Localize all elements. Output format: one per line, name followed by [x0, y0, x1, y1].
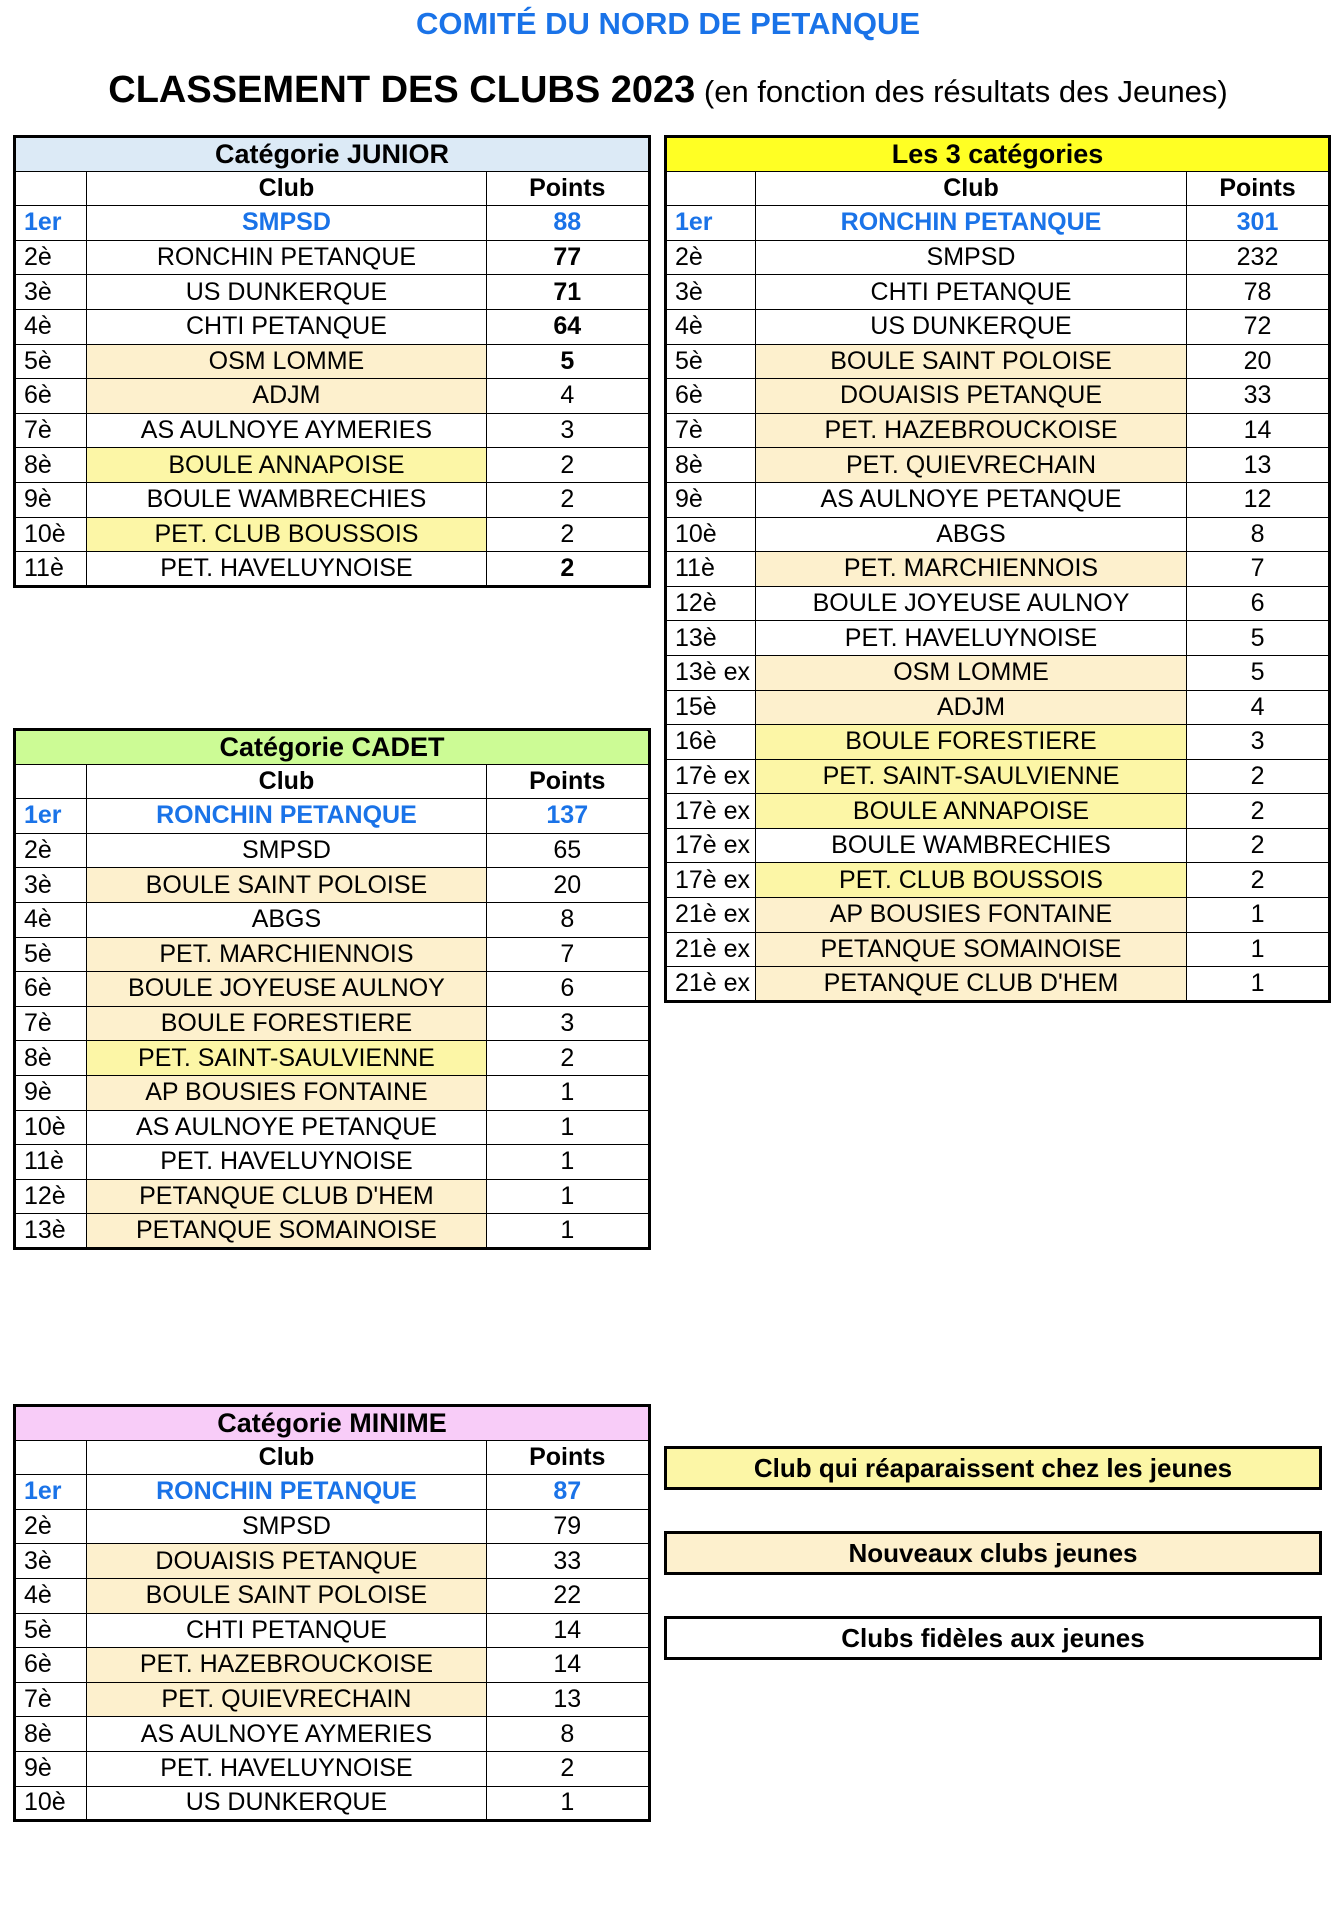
points-cell: 3 — [486, 413, 649, 448]
points-cell: 64 — [486, 309, 649, 344]
points-cell: 7 — [1187, 552, 1330, 587]
club-cell: RONCHIN PETANQUE — [87, 240, 486, 275]
table-row — [15, 1613, 650, 1648]
club-cell: PET. QUIEVRECHAIN — [87, 1682, 486, 1717]
points-cell: 1 — [1187, 932, 1330, 967]
table-row — [15, 1475, 650, 1510]
points-cell: 5 — [486, 344, 649, 379]
club-cell: CHTI PETANQUE — [756, 275, 1187, 310]
points-cell: 8 — [486, 902, 649, 937]
points-cell: 137 — [486, 799, 649, 834]
table-row — [15, 902, 650, 937]
club-cell: PETANQUE CLUB D'HEM — [87, 1179, 486, 1214]
points-header: Points — [1187, 171, 1330, 206]
points-cell: 1 — [1187, 898, 1330, 933]
table-row — [666, 828, 1330, 863]
club-cell: PETANQUE SOMAINOISE — [87, 1214, 486, 1249]
points-cell: 20 — [1187, 344, 1330, 379]
club-cell: RONCHIN PETANQUE — [756, 206, 1187, 241]
points-cell: 1 — [486, 1179, 649, 1214]
club-cell: BOULE SAINT POLOISE — [87, 1578, 486, 1613]
table-row — [15, 1041, 650, 1076]
rank-cell: 13è ex — [666, 655, 756, 690]
points-cell: 12 — [1187, 482, 1330, 517]
rank-cell: 8è — [15, 1717, 87, 1752]
table-row — [15, 1682, 650, 1717]
rank-cell: 1er — [15, 1475, 87, 1510]
rank-cell: 5è — [15, 1613, 87, 1648]
points-cell: 2 — [486, 552, 649, 587]
points-cell: 8 — [486, 1717, 649, 1752]
table-row — [666, 967, 1330, 1002]
legend-returning-clubs: Club qui réaparaissent chez les jeunes — [664, 1446, 1322, 1490]
club-cell: PET. SAINT-SAULVIENNE — [87, 1041, 486, 1076]
club-cell: BOULE FORESTIERE — [756, 725, 1187, 760]
points-cell: 4 — [486, 379, 649, 414]
club-cell: PET. HAVELUYNOISE — [87, 1145, 486, 1180]
points-cell: 232 — [1187, 240, 1330, 275]
table-row — [15, 275, 650, 310]
table-row — [15, 413, 650, 448]
table-row — [666, 690, 1330, 725]
table-row — [15, 448, 650, 483]
club-cell: ABGS — [87, 902, 486, 937]
rank-cell: 3è — [15, 275, 87, 310]
junior-ranking-table — [13, 135, 651, 588]
club-cell: ADJM — [87, 379, 486, 414]
points-cell: 13 — [486, 1682, 649, 1717]
points-cell: 1 — [486, 1214, 649, 1249]
club-header: Club — [87, 1440, 486, 1475]
table-row — [15, 309, 650, 344]
club-cell: PET. CLUB BOUSSOIS — [756, 863, 1187, 898]
title-main: CLASSEMENT DES CLUBS 2023 — [108, 69, 696, 111]
club-cell: RONCHIN PETANQUE — [87, 799, 486, 834]
points-cell: 2 — [1187, 828, 1330, 863]
club-cell: ADJM — [756, 690, 1187, 725]
legend-new-clubs: Nouveaux clubs jeunes — [664, 1531, 1322, 1575]
rank-cell: 11è — [666, 552, 756, 587]
points-cell: 5 — [1187, 655, 1330, 690]
rank-header — [666, 171, 756, 206]
club-header: Club — [87, 171, 486, 206]
club-cell: AS AULNOYE AYMERIES — [87, 413, 486, 448]
club-cell: PET. MARCHIENNOIS — [87, 937, 486, 972]
points-cell: 8 — [1187, 517, 1330, 552]
club-cell: CHTI PETANQUE — [87, 1613, 486, 1648]
club-cell: PET. SAINT-SAULVIENNE — [756, 759, 1187, 794]
table-row — [15, 1544, 650, 1579]
club-cell: US DUNKERQUE — [756, 309, 1187, 344]
points-cell: 2 — [486, 482, 649, 517]
rank-cell: 2è — [15, 240, 87, 275]
points-cell: 33 — [486, 1544, 649, 1579]
table-row — [666, 725, 1330, 760]
table-row — [666, 586, 1330, 621]
table-row — [666, 794, 1330, 829]
club-cell: SMPSD — [87, 206, 486, 241]
table-row — [666, 240, 1330, 275]
title-subtitle: (en fonction des résultats des Jeunes) — [703, 74, 1228, 109]
rank-cell: 10è — [666, 517, 756, 552]
rank-cell: 21è ex — [666, 967, 756, 1002]
table-row — [666, 759, 1330, 794]
cadet-ranking-table — [13, 728, 651, 1250]
club-cell: AS AULNOYE AYMERIES — [87, 1717, 486, 1752]
table-row — [15, 868, 650, 903]
table-row — [15, 1648, 650, 1683]
rank-cell: 9è — [666, 482, 756, 517]
club-cell: DOUAISIS PETANQUE — [87, 1544, 486, 1579]
table-row — [666, 206, 1330, 241]
table-row — [15, 1509, 650, 1544]
rank-cell: 4è — [15, 902, 87, 937]
rank-cell: 1er — [15, 206, 87, 241]
overall-ranking-table — [664, 135, 1331, 1003]
club-cell: PETANQUE CLUB D'HEM — [756, 967, 1187, 1002]
points-header: Points — [486, 171, 649, 206]
rank-cell: 9è — [15, 1075, 87, 1110]
points-cell: 4 — [1187, 690, 1330, 725]
points-cell: 1 — [486, 1786, 649, 1821]
rank-cell: 8è — [666, 448, 756, 483]
rank-cell: 1er — [666, 206, 756, 241]
points-cell: 2 — [486, 517, 649, 552]
club-cell: BOULE FORESTIERE — [87, 1006, 486, 1041]
rank-cell: 17è ex — [666, 828, 756, 863]
table-row — [15, 517, 650, 552]
club-cell: BOULE JOYEUSE AULNOY — [87, 972, 486, 1007]
page-title — [0, 64, 1336, 118]
table-row — [15, 1179, 650, 1214]
club-cell: PET. HAZEBROUCKOISE — [756, 413, 1187, 448]
rank-cell: 5è — [15, 344, 87, 379]
table-row — [15, 1578, 650, 1613]
table-row — [666, 482, 1330, 517]
club-cell: OSM LOMME — [87, 344, 486, 379]
rank-cell: 6è — [15, 379, 87, 414]
rank-header — [15, 764, 87, 799]
rank-cell: 21è ex — [666, 932, 756, 967]
table-row — [15, 1717, 650, 1752]
club-cell: AS AULNOYE PETANQUE — [87, 1110, 486, 1145]
table-row — [666, 344, 1330, 379]
table-title: Catégorie MINIME — [15, 1406, 650, 1441]
table-row — [15, 833, 650, 868]
rank-cell: 7è — [666, 413, 756, 448]
table-row — [15, 1751, 650, 1786]
points-cell: 2 — [1187, 794, 1330, 829]
rank-cell: 6è — [15, 972, 87, 1007]
rank-cell: 5è — [666, 344, 756, 379]
table-row — [666, 898, 1330, 933]
points-cell: 72 — [1187, 309, 1330, 344]
table-title: Catégorie CADET — [15, 730, 650, 765]
rank-cell: 17è ex — [666, 863, 756, 898]
points-cell: 3 — [486, 1006, 649, 1041]
table-row — [666, 655, 1330, 690]
points-header: Points — [486, 1440, 649, 1475]
table-row — [15, 799, 650, 834]
table-row — [666, 309, 1330, 344]
rank-cell: 7è — [15, 1006, 87, 1041]
table-row — [15, 972, 650, 1007]
rank-cell: 4è — [666, 309, 756, 344]
points-cell: 20 — [486, 868, 649, 903]
table-row — [15, 482, 650, 517]
club-cell: BOULE SAINT POLOISE — [87, 868, 486, 903]
table-title: Les 3 catégories — [666, 137, 1330, 172]
club-cell: DOUAISIS PETANQUE — [756, 379, 1187, 414]
table-row — [666, 275, 1330, 310]
club-cell: PET. HAZEBROUCKOISE — [87, 1648, 486, 1683]
rank-cell: 10è — [15, 1110, 87, 1145]
club-cell: PETANQUE SOMAINOISE — [756, 932, 1187, 967]
points-cell: 88 — [486, 206, 649, 241]
committee-name: COMITÉ DU NORD DE PETANQUE — [415, 6, 921, 41]
club-cell: SMPSD — [87, 1509, 486, 1544]
rank-cell: 7è — [15, 1682, 87, 1717]
table-row — [666, 863, 1330, 898]
club-cell: BOULE ANNAPOISE — [87, 448, 486, 483]
table-row — [15, 1145, 650, 1180]
points-cell: 78 — [1187, 275, 1330, 310]
table-row — [15, 1075, 650, 1110]
points-cell: 33 — [1187, 379, 1330, 414]
club-cell: SMPSD — [756, 240, 1187, 275]
rank-header — [15, 171, 87, 206]
club-cell: SMPSD — [87, 833, 486, 868]
club-cell: AS AULNOYE PETANQUE — [756, 482, 1187, 517]
points-cell: 22 — [486, 1578, 649, 1613]
points-cell: 87 — [486, 1475, 649, 1510]
points-cell: 1 — [486, 1145, 649, 1180]
club-cell: US DUNKERQUE — [87, 275, 486, 310]
rank-cell: 11è — [15, 1145, 87, 1180]
club-header: Club — [87, 764, 486, 799]
club-cell: OSM LOMME — [756, 655, 1187, 690]
table-row — [15, 344, 650, 379]
club-cell: BOULE WAMBRECHIES — [87, 482, 486, 517]
rank-cell: 6è — [666, 379, 756, 414]
rank-cell: 2è — [666, 240, 756, 275]
rank-cell: 7è — [15, 413, 87, 448]
club-header: Club — [756, 171, 1187, 206]
points-cell: 77 — [486, 240, 649, 275]
table-row — [666, 932, 1330, 967]
points-cell: 6 — [486, 972, 649, 1007]
club-cell: PET. HAVELUYNOISE — [87, 1751, 486, 1786]
club-cell: AP BOUSIES FONTAINE — [756, 898, 1187, 933]
rank-cell: 13è — [15, 1214, 87, 1249]
points-cell: 6 — [1187, 586, 1330, 621]
rank-cell: 10è — [15, 517, 87, 552]
table-row — [15, 1786, 650, 1821]
points-cell: 2 — [486, 1041, 649, 1076]
rank-cell: 6è — [15, 1648, 87, 1683]
rank-cell: 13è — [666, 621, 756, 656]
points-header: Points — [486, 764, 649, 799]
points-cell: 3 — [1187, 725, 1330, 760]
rank-cell: 2è — [15, 833, 87, 868]
club-cell: BOULE ANNAPOISE — [756, 794, 1187, 829]
table-row — [15, 1110, 650, 1145]
table-row — [666, 413, 1330, 448]
table-row — [15, 1006, 650, 1041]
rank-cell: 10è — [15, 1786, 87, 1821]
club-cell: RONCHIN PETANQUE — [87, 1475, 486, 1510]
rank-cell: 1er — [15, 799, 87, 834]
club-cell: CHTI PETANQUE — [87, 309, 486, 344]
table-row — [15, 206, 650, 241]
table-title: Catégorie JUNIOR — [15, 137, 650, 172]
rank-cell: 21è ex — [666, 898, 756, 933]
points-cell: 2 — [486, 448, 649, 483]
club-cell: PET. HAVELUYNOISE — [756, 621, 1187, 656]
points-cell: 14 — [486, 1613, 649, 1648]
rank-cell: 3è — [15, 868, 87, 903]
table-row — [15, 937, 650, 972]
club-cell: BOULE SAINT POLOISE — [756, 344, 1187, 379]
points-cell: 1 — [1187, 967, 1330, 1002]
table-row — [666, 379, 1330, 414]
rank-cell: 4è — [15, 1578, 87, 1613]
points-cell: 301 — [1187, 206, 1330, 241]
table-row — [15, 240, 650, 275]
table-row — [666, 517, 1330, 552]
rank-header — [15, 1440, 87, 1475]
table-row — [15, 1214, 650, 1249]
rank-cell: 8è — [15, 448, 87, 483]
points-cell: 13 — [1187, 448, 1330, 483]
rank-cell: 16è — [666, 725, 756, 760]
club-cell: PET. HAVELUYNOISE — [87, 552, 486, 587]
table-row — [15, 379, 650, 414]
rank-cell: 2è — [15, 1509, 87, 1544]
club-cell: AP BOUSIES FONTAINE — [87, 1075, 486, 1110]
minime-ranking-table — [13, 1404, 651, 1822]
points-cell: 65 — [486, 833, 649, 868]
points-cell: 14 — [486, 1648, 649, 1683]
table-row — [666, 552, 1330, 587]
points-cell: 71 — [486, 275, 649, 310]
rank-cell: 15è — [666, 690, 756, 725]
club-cell: PET. CLUB BOUSSOIS — [87, 517, 486, 552]
points-cell: 7 — [486, 937, 649, 972]
table-row — [15, 552, 650, 587]
rank-cell: 12è — [666, 586, 756, 621]
points-cell: 2 — [1187, 759, 1330, 794]
points-cell: 2 — [1187, 863, 1330, 898]
points-cell: 14 — [1187, 413, 1330, 448]
points-cell: 1 — [486, 1075, 649, 1110]
rank-cell: 9è — [15, 482, 87, 517]
rank-cell: 11è — [15, 552, 87, 587]
club-cell: BOULE WAMBRECHIES — [756, 828, 1187, 863]
legend-faithful-clubs: Clubs fidèles aux jeunes — [664, 1616, 1322, 1660]
points-cell: 79 — [486, 1509, 649, 1544]
table-row — [666, 448, 1330, 483]
club-cell: US DUNKERQUE — [87, 1786, 486, 1821]
club-cell: ABGS — [756, 517, 1187, 552]
table-row — [666, 621, 1330, 656]
rank-cell: 17è ex — [666, 794, 756, 829]
rank-cell: 4è — [15, 309, 87, 344]
points-cell: 1 — [486, 1110, 649, 1145]
points-cell: 5 — [1187, 621, 1330, 656]
club-cell: PET. QUIEVRECHAIN — [756, 448, 1187, 483]
club-cell: PET. MARCHIENNOIS — [756, 552, 1187, 587]
rank-cell: 12è — [15, 1179, 87, 1214]
rank-cell: 3è — [666, 275, 756, 310]
rank-cell: 3è — [15, 1544, 87, 1579]
rank-cell: 5è — [15, 937, 87, 972]
rank-cell: 17è ex — [666, 759, 756, 794]
club-cell: BOULE JOYEUSE AULNOY — [756, 586, 1187, 621]
rank-cell: 9è — [15, 1751, 87, 1786]
rank-cell: 8è — [15, 1041, 87, 1076]
points-cell: 2 — [486, 1751, 649, 1786]
